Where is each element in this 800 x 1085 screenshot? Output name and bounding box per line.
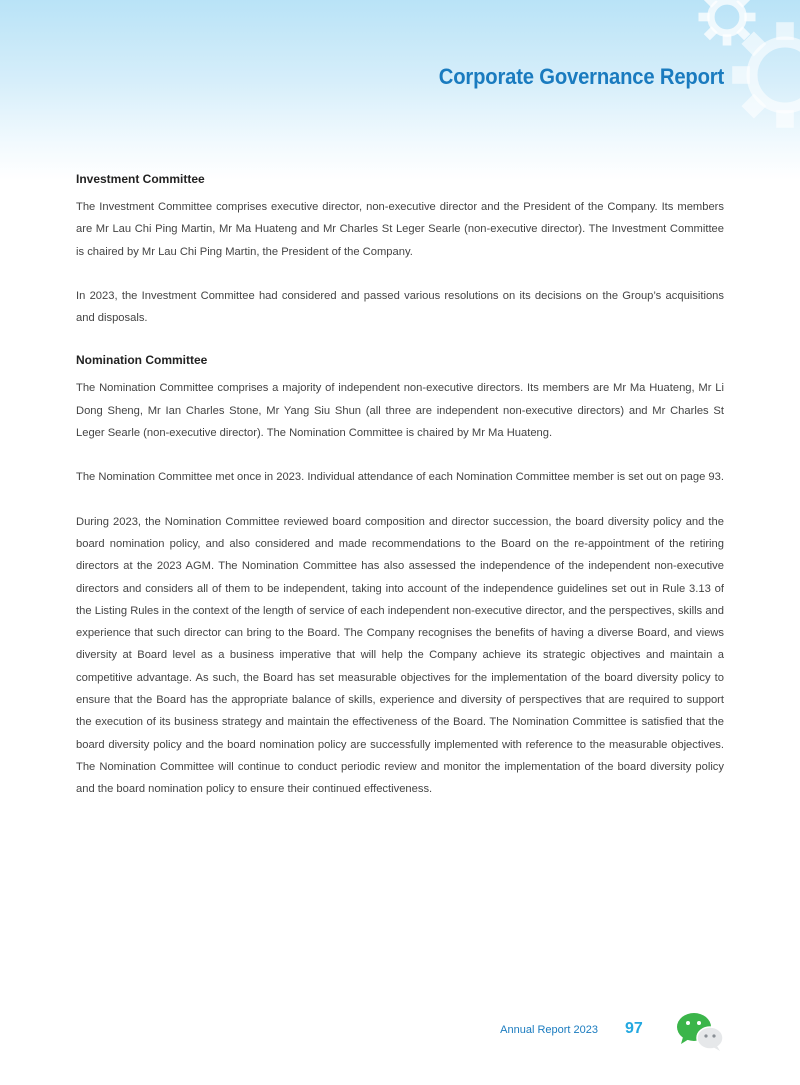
page-title: Corporate Governance Report [438,64,724,89]
header-band [0,0,800,180]
paragraph: The Investment Committee comprises executive director, non-executive director and the President of the Company. Its members are Mr Lau Chi Ping Martin, Mr Ma Huateng and Mr Charles St Leger Searle (non-executive director). The Investment Committee is chaired by Mr Lau Chi Ping Martin, the President of the Company. [76,201,724,258]
wechat-icon [675,1010,725,1052]
paragraph: The Nomination Committee comprises a majority of independent non-executive directors. Its members are Mr Ma Huateng, Mr Li Dong Sheng, Mr Ian Charles Stone, Mr Yang Siu Shun (all three are independent non-executive directors) and Mr Charles St Leger Searle (non-executive director). The Nomination Committee is chaired by Mr Ma Huateng. [76,382,724,440]
page-number: 97 [625,1020,643,1037]
section-heading-nomination-committee: Nomination Committee [76,353,208,368]
report-body [76,170,724,815]
gear-icon [730,20,800,130]
report-label: Annual Report 2023 [500,1024,598,1036]
paragraph: During 2023, the Nomination Committee reviewed board composition and director succession, the board diversity policy and the board nomination policy, and also considered and made recommendations to the Board on the re-appointment of the retiring directors at the 2023 AGM. The Nomination Committee has also assessed the independence of the independent non-executive directors and considers all of them to be independent, taking into account of the independence guidelines set out in Rule 3.13 of the Listing Rules in the context of the length of service of each independent non-executive director, and the perspectives, skills and experience that such director can bring to the Board. The Company recognises the benefits of having a diverse Board, and views diversity at Board level as a business imperative that will help the Company achieve its strategic objectives and maintain a competitive advantage. As such, the Board has set measurable objectives for the implementation of the board diversity policy to ensure that the Board has the appropriate balance of skills, experience and diversity of perspectives that are required to support the execution of its business strategy and maintain the effectiveness of the Board. The Nomination Committee is satisfied that the board diversity policy and the board nomination policy are successfully implemented with reference to the measurable objectives. The Nomination Committee will continue to conduct periodic review and monitor the implementation of the board diversity policy and the board nomination policy to ensure their continued effectiveness. [76,515,724,796]
paragraph: In 2023, the Investment Committee had considered and passed various resolutions on its decisions on the Group’s acquisitions and disposals. [76,289,724,325]
paragraph: The Nomination Committee met once in 2023. Individual attendance of each Nomination Committee member is set out on page 93. [76,471,724,484]
section-heading-investment-committee: Investment Committee [76,172,205,186]
page-footer [0,1010,800,1070]
